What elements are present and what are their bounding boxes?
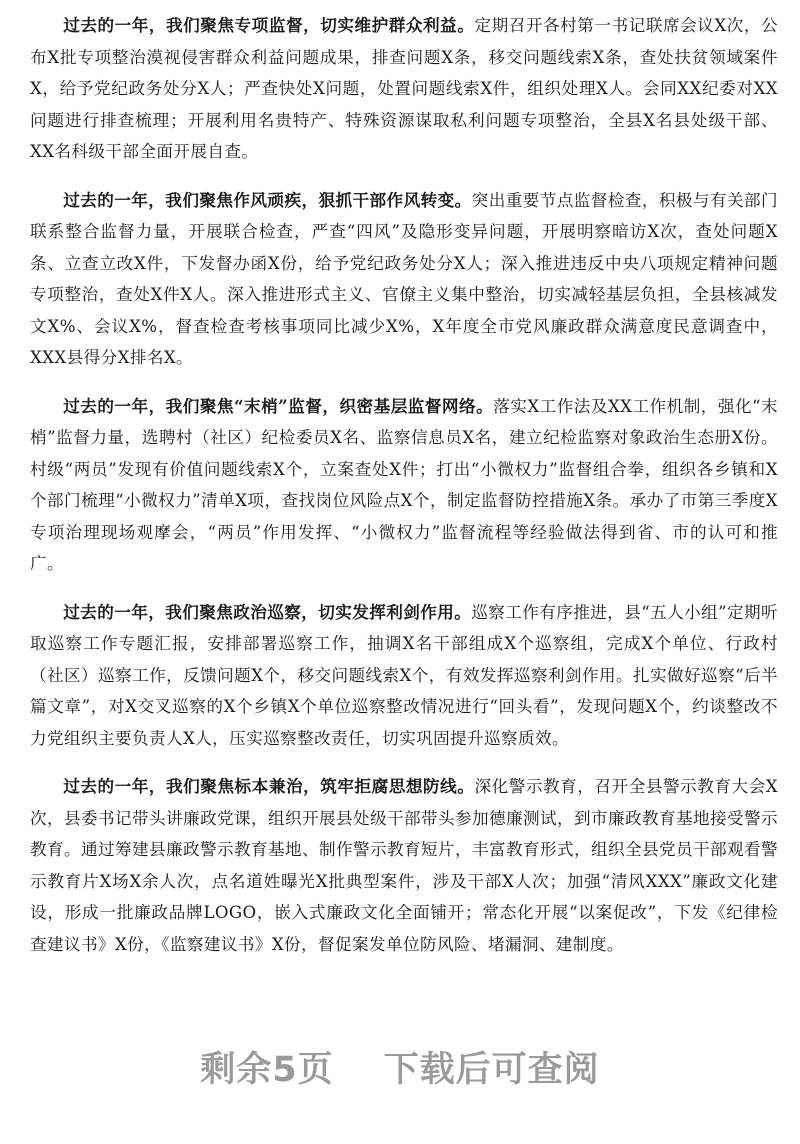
- paragraph-body: 定期召开各村第一书记联席会议X次，公布X批专项整治漠视侵害群众利益问题成果，排查问题X条，移交问题线索X条，查处扶贫领域案件X，给予党纪政务处分X人；严查快处X问题，处置问题线索X件，组织处理X人。会同XX纪委对XX问题进行排查梳理；开展利用名贵特产、特殊资源谋取私利问题专项整治，全县X名县处级干部、XX名科级干部全面开展自查。: [30, 16, 778, 161]
- download-prompt[interactable]: [0, 1042, 800, 1092]
- remaining-pages-text: 剩余5页: [200, 1050, 334, 1090]
- paragraph-work-style: [30, 185, 778, 374]
- paragraph-lead: 过去的一年，我们聚焦标本兼治，筑牢拒腐思想防线。: [63, 776, 475, 796]
- paragraph-lead: 过去的一年，我们聚焦“末梢”监督，织密基层监督网络。: [63, 395, 494, 416]
- paragraph-political-inspection: [30, 597, 778, 755]
- paragraph-body: 落实X工作法及XX工作机制，强化“末梢”监督力量，选聘村（社区）纪检委员X名、监察信息员X名，建立纪检监察对象政治生态册X份。村级“两员”发现有价值问题线索X个，立案查处X件；打出“小微权力”监督组合拳，组织各乡镇和X个部门梳理“小微权力”清单X项，查找岗位风险点X个，制定监督防控措施X条。承办了市第三季度X专项治理现场观摩会，“两员”作用发挥、“小微权力”监督流程等经验做法得到省、市的认可和推广。: [30, 396, 778, 573]
- download-to-read-text: 下载后可查阅: [383, 1050, 600, 1090]
- paragraph-body: 巡察工作有序推进，县“五人小组”定期听取巡察工作专题汇报，安排部署巡察工作，抽调X名干部组成X个巡察组，完成X个单位、行政村（社区）巡察工作，反馈问题X个，移交问题线索X个，有效发挥巡察利剑作用。扎实做好巡察“后半篇文章”，对X交叉巡察的X个乡镇X个单位巡察整改情况进行“回头看”，发现问题X个，约谈整改不力党组织主要负责人X人，压实巡察整改责任，切实巩固提升巡察质效。: [30, 602, 778, 748]
- paragraph-lead: 过去的一年，我们聚焦作风顽疾，狠抓干部作风转变。: [63, 189, 472, 210]
- paragraph-grassroots-supervision: [30, 391, 778, 580]
- paragraph-lead: 过去的一年，我们聚焦政治巡察，切实发挥利剑作用。: [63, 601, 472, 622]
- paragraph-special-supervision: [30, 10, 778, 168]
- paragraph-body: 深化警示教育，召开全县警示教育大会X次，县委书记带头讲廉政党课，组织开展县处级干部带头参加德廉测试，到市廉政教育基地接受警示教育。通过筹建县廉政警示教育基地、制作警示教育短片，丰富教育形式，组织全县党员干部观看警示教育片X场X余人次，点名道姓曝光X批典型案件，涉及干部X人次；加强“清风XXX”廉政文化建设，形成一批廉政品牌LOGO，嵌入式廉政文化全面铺开；常态化开展“以案促改”，下发《纪律检查建议书》X份，《监察建议书》X份，督促案发单位防风险、堵漏洞、建制度。: [30, 777, 778, 954]
- paragraph-body: 突出重要节点监督检查，积极与有关部门联系整合监督力量，开展联合检查，严查“四风”及隐形变异问题，开展明察暗访X次，查处问题X条、立查立改X件，下发督办函X份，给予党纪政务处分X人；深入推进违反中央八项规定精神问题专项整治，查处X件X人。深入推进形式主义、官僚主义集中整治，切实减轻基层负担，全县核减发文X%、会议X%，督查检查考核事项同比减少X%，X年度全市党风廉政群众满意度民意调查中，XXX县得分X排名X。: [30, 190, 778, 367]
- document-body: [30, 10, 778, 977]
- paragraph-lead: 过去的一年，我们聚焦专项监督，切实维护群众利益。: [63, 15, 475, 35]
- paragraph-anti-corruption: [30, 771, 778, 960]
